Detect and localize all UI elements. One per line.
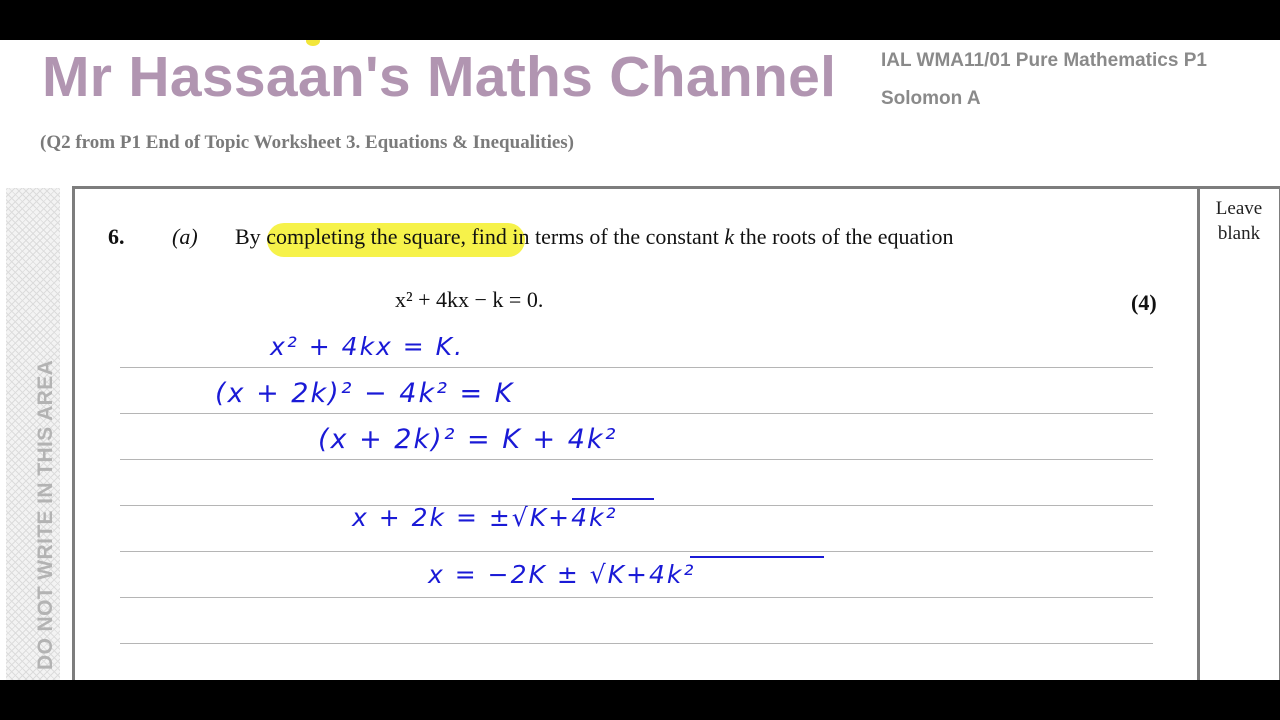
answer-line: [120, 367, 1153, 368]
highlighted-phrase: completing the square,: [266, 224, 466, 249]
exam-page-frame: [72, 186, 1280, 680]
leave-blank-line1: Leave: [1215, 198, 1263, 219]
sqrt-vinculum-2: [690, 556, 824, 558]
video-frame: [0, 40, 1280, 680]
worksheet-subtitle: (Q2 from P1 End of Topic Worksheet 3. Equations & Inequalities): [40, 132, 575, 153]
sqrt-vinculum-1: [572, 498, 654, 500]
answer-line: [120, 459, 1153, 460]
question-part: (a): [172, 224, 198, 249]
working-line-5: x = −2K ± √K+4k²: [428, 560, 696, 589]
paper-set: Solomon A: [881, 88, 981, 109]
leave-blank-divider: [1197, 189, 1200, 680]
constant-variable: k: [724, 224, 735, 249]
working-line-4: x + 2k = ±√K+4k²: [352, 503, 618, 532]
channel-title: Mr Hassaan's Maths Channel: [42, 45, 837, 109]
question-text-after-1: find in terms of the constant: [465, 224, 725, 249]
question-marks: (4): [1131, 290, 1157, 315]
question-text: [235, 224, 954, 250]
question-text-before: By: [235, 224, 267, 249]
working-line-1: x² + 4kx = K.: [270, 332, 465, 361]
working-line-3: (x + 2k)² = K + 4k²: [318, 424, 618, 455]
leave-blank-label: [1203, 196, 1275, 246]
question-equation: x² + 4kx − k = 0.: [395, 287, 544, 312]
answer-line: [120, 551, 1153, 552]
paper-code: IAL WMA11/01 Pure Mathematics P1: [881, 50, 1207, 71]
question-text-after-2: the roots of the equation: [734, 224, 954, 249]
margin-warning: DO NOT WRITE IN THIS AREA: [34, 359, 57, 670]
working-line-2: (x + 2k)² − 4k² = K: [215, 378, 515, 409]
leave-blank-line2: blank: [1217, 223, 1261, 244]
answer-line: [120, 597, 1153, 598]
answer-line: [120, 413, 1153, 414]
answer-line: [120, 643, 1153, 644]
answer-line: [120, 505, 1153, 506]
question-number: 6.: [108, 224, 125, 249]
